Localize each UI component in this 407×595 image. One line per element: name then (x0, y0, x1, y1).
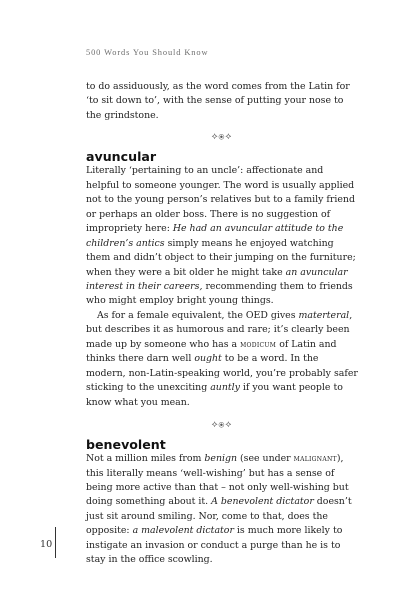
example-phrase: a malevolent dictator (132, 525, 234, 537)
example-phrase: He had an avuncular attitude to the children’s antics (86, 223, 344, 249)
page-number: 10 (40, 539, 53, 550)
ornament-divider-2: ⟡⦿⟡ (211, 420, 233, 431)
avuncular-paragraph-2: As for a female equivalent, the OED gives materteral, but describes it as humorous and rare; it’s clearly been made up by someone who has a modicum of Latin and thinks there darn well ought to be a word. In the modern, non-Latin-speaking world, you’re probably safer sticking to the unexciting auntly if you want people to know what you mean. (86, 309, 358, 408)
term-italic: auntly (210, 382, 240, 394)
emphasis: ought (194, 353, 222, 365)
cross-reference: malignant (293, 454, 337, 465)
avuncular-paragraph-1: Literally ‘pertaining to an uncle’: affectionate and helpful to someone younger. The word is usually applied not to the young person’s relatives but to a family friend or perhaps an older boss. There is no suggestion of impropriety here: He had an avuncular attitude to the children’s antics simply means he enjoyed watching them and didn’t object to their jumping on the furniture; when they were a bit older he might take an avuncular interest in their careers, recommending them to friends who might employ bright young things. (86, 165, 356, 307)
example-phrase: A benevolent dictator (211, 496, 314, 508)
cross-reference: modicum (240, 339, 277, 350)
running-head: 500 Words You Should Know (86, 48, 209, 57)
example-phrase: an avuncular interest in their careers, (86, 266, 348, 292)
term-italic: materteral (298, 309, 350, 321)
benevolent-paragraph-1: Not a million miles from benign (see under malignant), this literally means ‘well-wishing’ but has a sense of being more active than that – not only well-wishing but doing something about it. A benevolent dictator doesn’t just sit around smiling. Nor, come to that, does the opposite: a malevolent dictator is much more likely to instigate an invasion or conduct a purge than he is to stay in the office scowling. (86, 453, 352, 566)
headword-avuncular: avuncular (86, 149, 157, 165)
headword-benevolent: benevolent (86, 437, 166, 453)
term-italic: benign (204, 453, 238, 465)
page-body (86, 80, 358, 568)
page-number-rule (55, 527, 56, 558)
continuation-paragraph: to do assiduously, as the word comes from the Latin for ‘to sit down to’, with the sense of putting your nose to the grindstone. (86, 81, 350, 121)
ornament-divider-1: ⟡⦿⟡ (211, 132, 233, 143)
